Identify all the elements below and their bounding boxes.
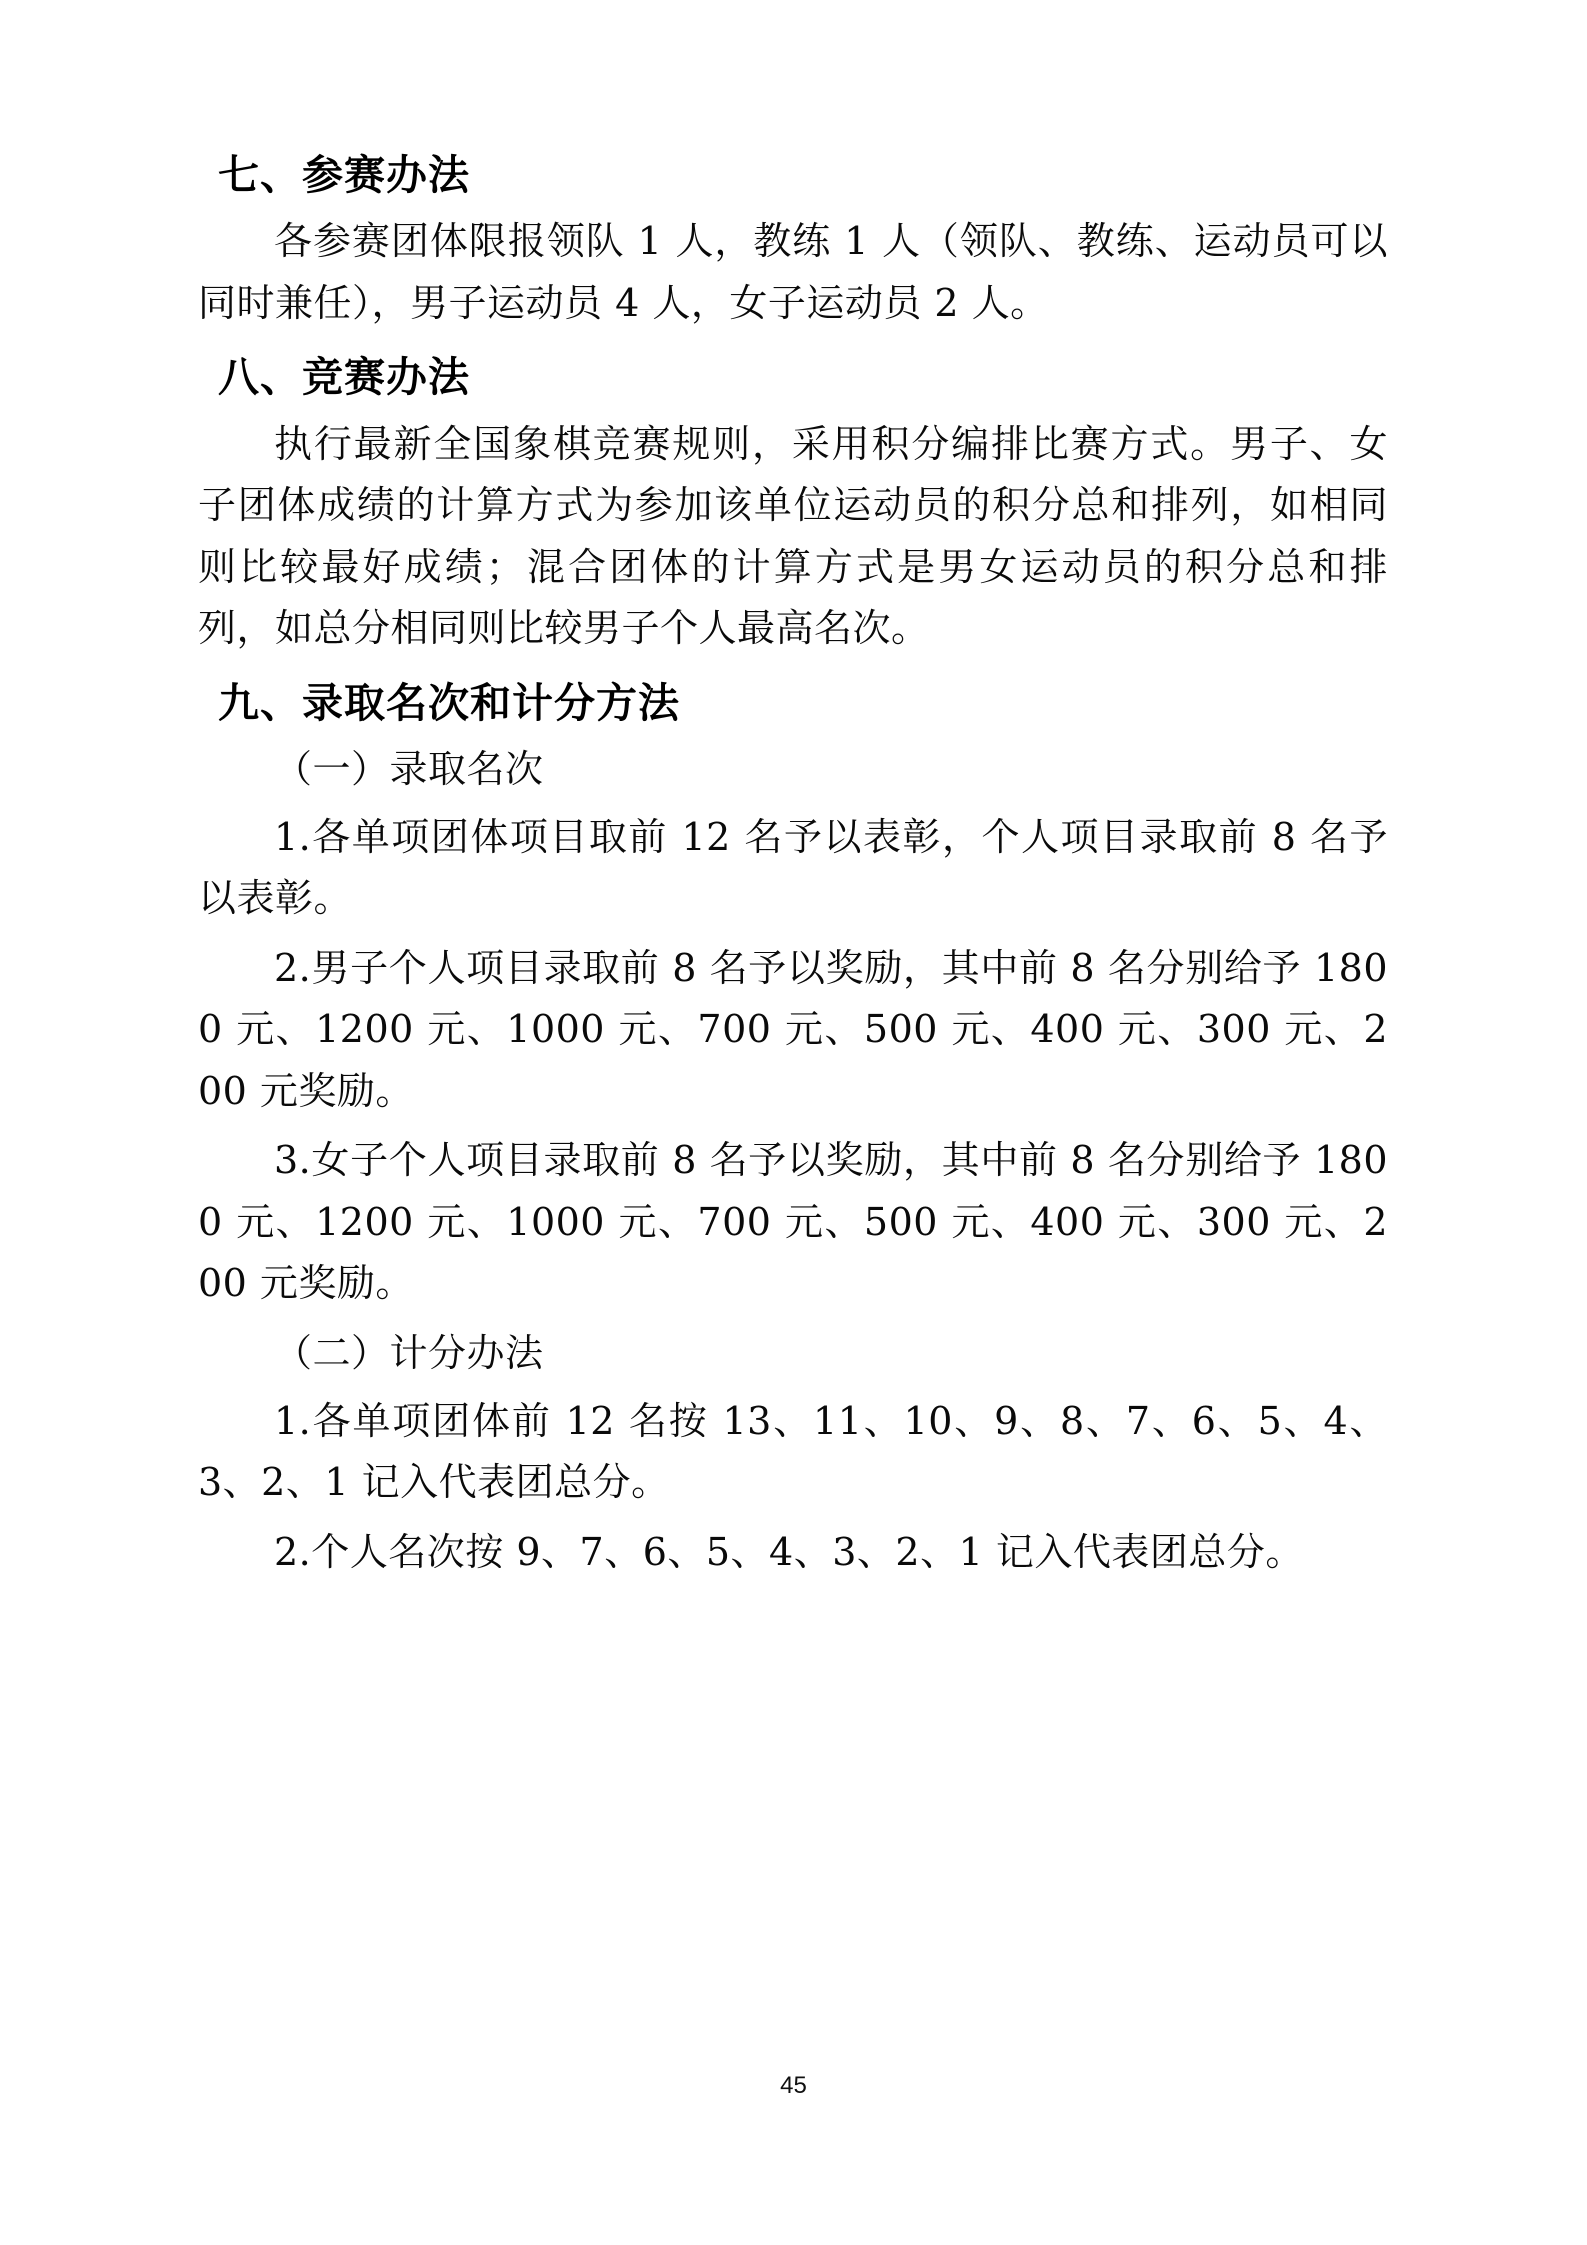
paragraph-section-7-1: 各参赛团体限报领队 1 人，教练 1 人（领队、教练、运动员可以同时兼任），男子运动员 4 人，女子运动员 2 人。 [198, 219, 1388, 325]
spacer [198, 662, 1388, 678]
heading-section-9: 九、录取名次和计分方法 [218, 679, 680, 726]
spacer [198, 336, 1388, 352]
list-item-9-2-2: 2.个人名次按 9、7、6、5、4、3、2、1 记入代表团总分。 [274, 1529, 1304, 1574]
list-item-9-1-2: 2.男子个人项目录取前 8 名予以奖励，其中前 8 名分别给予 1800 元、1200 元、1000 元、700 元、500 元、400 元、300 元、200 元奖励。 [198, 945, 1388, 1113]
document-body [198, 150, 1388, 1585]
subheading-9-1: （一）录取名次 [274, 747, 544, 792]
heading-section-7: 七、参赛办法 [218, 152, 470, 198]
list-item-9-1-3: 3.女子个人项目录取前 8 名予以奖励，其中前 8 名分别给予 1800 元、1200 元、1000 元、700 元、500 元、400 元、300 元、200 元奖励。 [198, 1138, 1388, 1306]
page-number: 45 [780, 2072, 807, 2099]
list-item-9-1-1: 1.各单项团体项目取前 12 名予以表彰，个人项目录取前 8 名予以表彰。 [198, 814, 1388, 921]
subheading-9-2: （二）计分办法 [274, 1330, 544, 1375]
list-item-9-2-1: 1.各单项团体前 12 名按 13、11、10、9、8、7、6、5、4、3、2、1 记入代表团总分。 [198, 1398, 1388, 1505]
heading-section-8: 八、竞赛办法 [218, 354, 470, 401]
paragraph-section-8-1: 执行最新全国象棋竞赛规则，采用积分编排比赛方式。男子、女子团体成绩的计算方式为参加该单位运动员的积分总和排列，如相同则比较最好成绩；混合团体的计算方式是男女运动员的积分总和排列，如总分相同则比较男子个人最高名次。 [198, 421, 1388, 651]
